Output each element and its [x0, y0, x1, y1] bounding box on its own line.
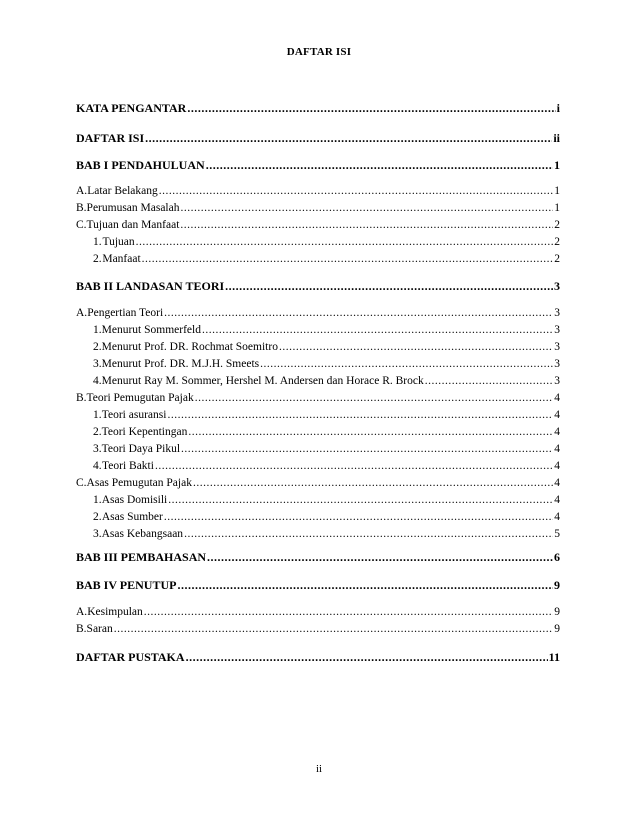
toc-entry [93, 442, 560, 456]
toc-dot-leader [167, 408, 553, 422]
toc-entry-label: BAB I PENDAHULUAN [76, 158, 205, 172]
toc-entry [76, 578, 560, 592]
toc-entry-letter: C. [76, 219, 87, 231]
toc-entry-label: DAFTAR ISI [76, 131, 145, 145]
toc-entry-label: Asas Pemugutan Pajak [86, 477, 192, 489]
toc-dot-leader [184, 527, 553, 541]
toc-entry-number: 4. [93, 460, 102, 472]
toc-entry-page-number: 11 [548, 650, 560, 664]
toc-entry-page-number: 3 [554, 279, 560, 293]
toc-entry-page-number: 9 [554, 623, 560, 635]
toc-dot-leader [155, 459, 553, 473]
toc-entry-number: 3. [93, 358, 102, 370]
toc-entry-page-number: 1 [554, 185, 560, 197]
toc-entry-label: Teori asuransi [101, 409, 167, 421]
toc-entry-letter: A. [76, 606, 88, 618]
toc-dot-leader [144, 605, 553, 619]
toc-entry [93, 425, 560, 439]
toc-dot-leader [164, 306, 553, 320]
toc-entry-page-number: 2 [554, 236, 560, 248]
toc-dot-leader [206, 158, 553, 172]
toc-dot-leader [142, 252, 554, 266]
toc-dot-leader [177, 578, 553, 592]
toc-entry [76, 650, 560, 664]
toc-entry [76, 476, 560, 490]
toc-entry-label: Pengertian Teori [87, 307, 164, 319]
toc-entry-letter: A. [76, 307, 88, 319]
toc-dot-leader [188, 425, 553, 439]
toc-entry-number: 2. [93, 511, 102, 523]
toc-entry-number: 2. [93, 341, 102, 353]
toc-entry-label: KATA PENGANTAR [76, 101, 187, 115]
toc-entry-page-number: 2 [554, 253, 560, 265]
toc-entry [76, 201, 560, 215]
toc-entry-page-number: ii [553, 131, 560, 145]
toc-entry [76, 131, 560, 145]
toc-entry [93, 527, 560, 541]
toc-entry-page-number: 4 [554, 426, 560, 438]
toc-entry-letter: B. [76, 392, 87, 404]
toc-entry-label: Kesimpulan [87, 606, 143, 618]
toc-dot-leader [168, 493, 553, 507]
toc-entry-page-number: 1 [554, 202, 560, 214]
toc-entry-page-number: 4 [554, 443, 560, 455]
toc-entry-number: 4. [93, 375, 102, 387]
toc-entry-label: Perumusan Masalah [86, 202, 180, 214]
toc-entry-page-number: 4 [554, 477, 560, 489]
toc-entry-page-number: 3 [554, 324, 560, 336]
toc-entry [76, 306, 560, 320]
toc-entry-label: Teori Pemugutan Pajak [86, 392, 194, 404]
toc-entry [76, 158, 560, 172]
toc-entry [93, 459, 560, 473]
toc-dot-leader [181, 201, 554, 215]
toc-dot-leader [225, 279, 553, 293]
toc-entry-label: Latar Belakang [87, 185, 158, 197]
toc-dot-leader [114, 622, 554, 636]
toc-entry-number: 1. [93, 409, 102, 421]
toc-entry-page-number: 9 [554, 578, 560, 592]
toc-entry [93, 323, 560, 337]
toc-entry-label: Asas Domisili [101, 494, 168, 506]
toc-entry-page-number: i [556, 101, 560, 115]
toc-entry-letter: A. [76, 185, 88, 197]
toc-entry-page-number: 9 [554, 606, 560, 618]
toc-dot-leader [187, 101, 555, 115]
toc-dot-leader [207, 550, 553, 564]
toc-entry [76, 605, 560, 619]
toc-entry-label: Menurut Prof. DR. M.J.H. Smeets [101, 358, 260, 370]
toc-dot-leader [181, 442, 553, 456]
toc-entry-label: BAB III PEMBAHASAN [76, 550, 207, 564]
toc-entry-page-number: 2 [554, 219, 560, 231]
toc-entry [93, 252, 560, 266]
toc-entry [93, 510, 560, 524]
toc-entry-page-number: 3 [554, 341, 560, 353]
toc-entry-label: Menurut Sommerfeld [101, 324, 201, 336]
toc-entry-page-number: 3 [554, 358, 560, 370]
toc-dot-leader [180, 218, 553, 232]
toc-dot-leader [202, 323, 553, 337]
page-title: DAFTAR ISI [286, 46, 352, 58]
toc-dot-leader [195, 391, 554, 405]
toc-entry [76, 550, 560, 564]
toc-entry-label: Asas Kebangsaan [101, 528, 184, 540]
toc-dot-leader [186, 650, 548, 664]
toc-entry [93, 408, 560, 422]
toc-entry-label: Asas Sumber [101, 511, 163, 523]
toc-dot-leader [159, 184, 554, 198]
toc-entry-page-number: 4 [554, 460, 560, 472]
toc-entry-label: Menurut Prof. DR. Rochmat Soemitro [101, 341, 278, 353]
toc-entry-page-number: 3 [554, 375, 560, 387]
toc-entry-label: DAFTAR PUSTAKA [76, 650, 185, 664]
toc-entry-page-number: 5 [554, 528, 560, 540]
toc-entry [93, 493, 560, 507]
toc-entry-letter: C. [76, 477, 87, 489]
toc-entry-label: Teori Bakti [102, 460, 154, 472]
toc-entry-label: Tujuan dan Manfaat [86, 219, 180, 231]
toc-entry-page-number: 3 [554, 307, 560, 319]
toc-entry-label: Tujuan [102, 236, 135, 248]
toc-entry [93, 357, 560, 371]
toc-dot-leader [164, 510, 553, 524]
toc-entry-letter: B. [76, 202, 87, 214]
toc-entry-label: Manfaat [102, 253, 141, 265]
toc-entry-label: Menurut Ray M. Sommer, Hershel M. Andersen dan Horace R. Brock [101, 375, 424, 387]
toc-entry [76, 184, 560, 198]
toc-entry [76, 622, 560, 636]
page-number-footer: ii [315, 763, 323, 775]
toc-dot-leader [425, 374, 554, 388]
toc-entry-number: 1. [93, 236, 102, 248]
toc-dot-leader [260, 357, 553, 371]
toc-entry-letter: B. [76, 623, 87, 635]
toc-entry-label: BAB II LANDASAN TEORI [76, 279, 225, 293]
toc-dot-leader [279, 340, 553, 354]
toc-dot-leader [193, 476, 553, 490]
toc-entry-label: Teori Kepentingan [101, 426, 188, 438]
toc-entry-number: 1. [93, 494, 102, 506]
toc-entry-page-number: 6 [554, 550, 560, 564]
toc-entry [76, 391, 560, 405]
toc-entry-number: 3. [93, 528, 102, 540]
toc-entry-label: Teori Daya Pikul [101, 443, 181, 455]
toc-entry-label: Saran [86, 623, 113, 635]
toc-dot-leader [145, 131, 552, 145]
toc-entry-number: 2. [93, 253, 102, 265]
toc-entry-page-number: 4 [554, 494, 560, 506]
toc-entry [93, 374, 560, 388]
toc-entry-page-number: 1 [554, 158, 560, 172]
toc-entry-number: 3. [93, 443, 102, 455]
toc-entry [93, 235, 560, 249]
toc-entry-page-number: 4 [554, 392, 560, 404]
toc-entry [76, 218, 560, 232]
toc-entry [76, 279, 560, 293]
toc-entry [93, 340, 560, 354]
toc-dot-leader [136, 235, 554, 249]
toc-entry-page-number: 4 [554, 511, 560, 523]
toc-entry-page-number: 4 [554, 409, 560, 421]
toc-entry-number: 2. [93, 426, 102, 438]
toc-entry-number: 1. [93, 324, 102, 336]
toc-entry [76, 101, 560, 115]
toc-entry-label: BAB IV PENUTUP [76, 578, 177, 592]
